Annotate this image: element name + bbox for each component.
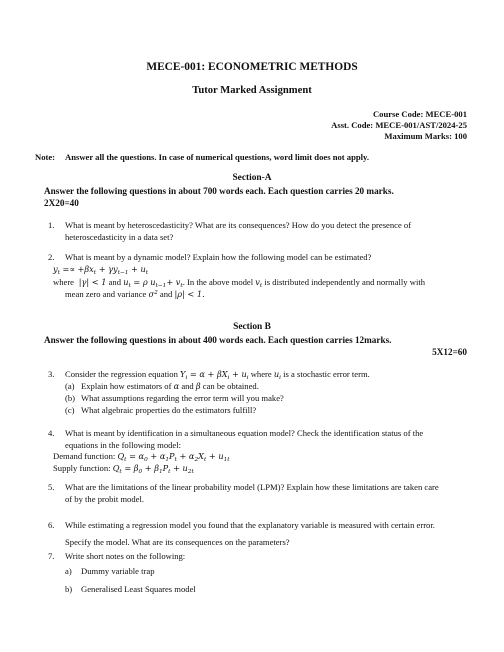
question-7b-label: b) bbox=[65, 584, 73, 594]
question-2-number: 2. bbox=[48, 252, 55, 262]
question-3b-text: What assumptions regarding the error term will you make? bbox=[81, 393, 284, 403]
question-6-number: 6. bbox=[48, 520, 55, 530]
question-2-mean-and: and bbox=[159, 289, 173, 299]
question-2-line-1: What is meant by a dynamic model? Explain how the following model can be estimated? bbox=[65, 252, 372, 262]
question-2-and: and bbox=[108, 277, 122, 287]
question-2-where: where bbox=[53, 277, 74, 287]
question-3-where: where bbox=[250, 369, 272, 379]
question-3a-label: (a) bbox=[65, 381, 75, 391]
question-3-number: 3. bbox=[48, 369, 55, 379]
question-5-number: 5. bbox=[48, 482, 55, 492]
question-4-line-1: What is meant by identification in a simultaneous equation model? Check the identification status of the bbox=[65, 428, 424, 438]
question-3-tail: is a stochastic error term. bbox=[283, 369, 370, 379]
question-7-number: 7. bbox=[48, 551, 55, 561]
question-3-intro-line: Consider the regression equation $Y_i = \alpha + \beta X_i + u_i$ where $u_i$ is a stochastic error term. bbox=[65, 369, 370, 381]
question-2-mean-text: mean zero and variance bbox=[65, 289, 147, 299]
assignment-code: Asst. Code: MECE-001/AST/2024-25 bbox=[331, 120, 467, 130]
question-4-supply-function: Supply function: $Q_t = \beta_0 + \beta_1P_t + u_{2t}$ bbox=[53, 463, 194, 475]
section-b-instruction: Answer the following questions in about 400 words each. Each question carries 12marks. bbox=[44, 335, 392, 345]
section-a-instruction: Answer the following questions in about 700 words each. Each question carries 20 marks. bbox=[44, 186, 394, 196]
note-text: Answer all the questions. In case of numerical questions, word limit does not apply. bbox=[65, 152, 369, 162]
question-6-line-1: While estimating a regression model you found that the explanatory variable is measured with certain error. bbox=[65, 520, 435, 530]
question-3c-label: (c) bbox=[65, 405, 75, 415]
course-code: Course Code: MECE-001 bbox=[372, 109, 467, 119]
question-4-demand-function: Demand function: $Q_t = \alpha_0 + \alpha_1P_t + \alpha_2X_t + u_{1t}$ bbox=[53, 451, 230, 463]
maximum-marks: Maximum Marks: 100 bbox=[384, 131, 467, 141]
question-2-mean-line: mean zero and variance $\sigma^2$ and |ρ| < 1. bbox=[65, 289, 205, 299]
question-5-line-2: of by the probit model. bbox=[65, 494, 145, 504]
question-2-text-dist: is distributed independently and normally with bbox=[264, 277, 426, 287]
section-b-marks: 5X12=60 bbox=[432, 347, 467, 357]
question-1-line-1: What is meant by heteroscedasticity? What are its consequences? How do you detect the presence of bbox=[65, 220, 412, 230]
question-1-line-2: heteroscedasticity in a data set? bbox=[65, 232, 174, 242]
question-5-line-1: What are the limitations of the linear probability model (LPM)? Explain how these limitations are taken care bbox=[65, 482, 439, 492]
question-7a-text: Dummy variable trap bbox=[81, 566, 155, 576]
question-1-number: 1. bbox=[48, 220, 55, 230]
section-b-heading: Section B bbox=[233, 322, 271, 332]
question-2-equation: $y_t =\propto +\beta x_t + \gamma y_{t-1} + u_t$ bbox=[53, 264, 149, 276]
question-3b-label: (b) bbox=[65, 393, 76, 403]
section-a-marks: 2X20=40 bbox=[44, 198, 79, 208]
note-label: Note: bbox=[35, 152, 56, 162]
question-7b-text: Generalised Least Squares model bbox=[81, 584, 196, 594]
question-3c-text: What algebraic properties do the estimators fulfill? bbox=[81, 405, 257, 415]
question-2-text-after: . In the above model bbox=[182, 277, 254, 287]
question-2-condition-line: where |γ| < 1 and $u_t = \rho$ $u_{t-1}+ v_t$. In the above model $v_t$ is distributed independently and normally with bbox=[53, 277, 426, 289]
document-subtitle: Tutor Marked Assignment bbox=[192, 85, 312, 96]
question-3-intro: Consider the regression equation bbox=[65, 369, 178, 379]
question-4-number: 4. bbox=[48, 428, 55, 438]
question-7a-label: a) bbox=[65, 566, 72, 576]
question-7-line-1: Write short notes on the following: bbox=[65, 551, 186, 561]
section-a-heading: Section-A bbox=[232, 173, 272, 183]
question-6-line-2: Specify the model. What are its consequences on the parameters? bbox=[65, 537, 290, 547]
question-3a-text: Explain how estimators of α and β can be obtained. bbox=[81, 381, 259, 391]
question-4-line-2: equations in the following model: bbox=[65, 440, 181, 450]
document-title: MECE-001: ECONOMETRIC METHODS bbox=[146, 61, 358, 73]
